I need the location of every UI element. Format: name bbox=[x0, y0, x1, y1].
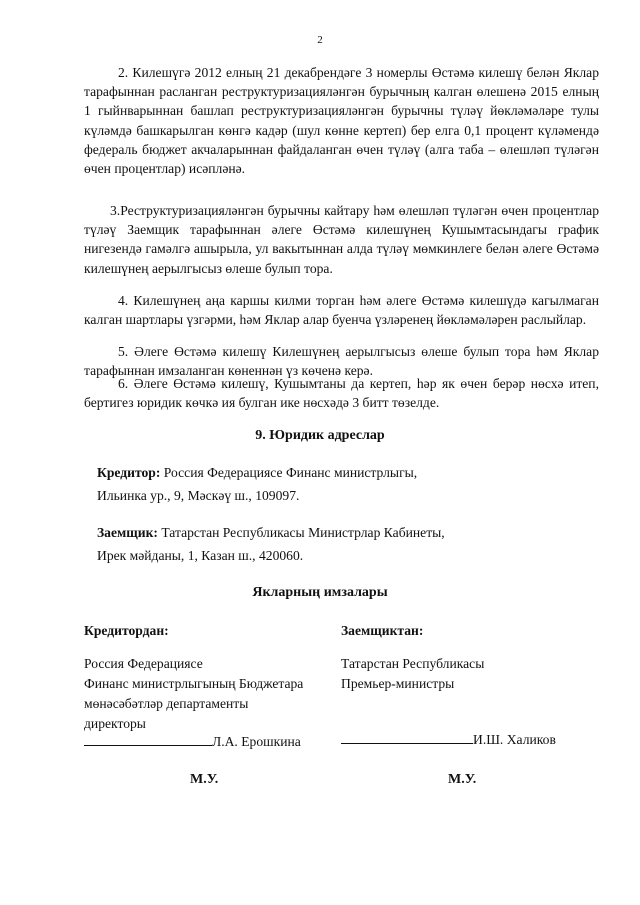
borrower-signature-header: Заемщиктан: bbox=[341, 623, 424, 638]
borrower-org-line2: Премьер-министры bbox=[341, 676, 455, 691]
signatures-heading: Якларның имзалары bbox=[252, 585, 388, 600]
paragraph-3: 3.Реструктуризацияләнгән бурычны кайтару һәм өлешләп түләгән өчен процентлар түләү Заемщик тарафыннан әлеге Өстәмә килешүнең Кушымтасындагы график нигезендә гамәлгә ашырыла, ул вакытыннан алда түләү мөмкинлеге белән әлеге Өстәмә килешүнең аерылгысыз өлеше булып тора. bbox=[84, 203, 599, 276]
borrower-address bbox=[97, 521, 557, 567]
paragraph-5: 5. Әлеге Өстәмә килешү Килешүнең аерылгысыз өлеше булып тора һәм Яклар тарафыннан имзаланган көненнән үз көченә керә. bbox=[84, 344, 599, 379]
borrower-label: Заемщик: bbox=[97, 525, 158, 540]
creditor-signature-block bbox=[84, 621, 324, 734]
creditor-street: Ильинка ур., 9, Мәскәү ш., 109097. bbox=[97, 488, 300, 503]
creditor-org-line3: мөнәсәбәтләр департаменты bbox=[84, 696, 249, 711]
borrower-signature-blank bbox=[341, 731, 473, 744]
creditor-address bbox=[97, 461, 557, 507]
paragraph-6: 6. Әлеге Өстәмә килешү, Кушымтаны да кертеп, һәр як өчен берәр нөсхә итеп, бертигез юридик көчкә ия булган ике нөсхәдә 3 битт төзелде. bbox=[84, 376, 599, 411]
creditor-signature-blank bbox=[84, 733, 212, 746]
borrower-street: Ирек мәйданы, 1, Казан ш., 420060. bbox=[97, 548, 304, 563]
creditor-seal-mark: М.У. bbox=[190, 772, 219, 787]
creditor-name: Россия Федерациясе Финанс министрлыгы, bbox=[163, 465, 418, 480]
creditor-org-line4: директоры bbox=[84, 716, 146, 731]
borrower-signature-line bbox=[341, 731, 556, 748]
borrower-org-line1: Татарстан Республикасы bbox=[341, 656, 485, 671]
borrower-seal-mark: М.У. bbox=[448, 772, 477, 787]
paragraph-4: 4. Килешүнең аңа каршы килми торган һәм әлеге Өстәмә килешүдә кагылмаган калган шартлары үзгәрми, һәм Яклар алар буенча үзләренең йөкләмәләрен раслыйлар. bbox=[84, 293, 599, 328]
creditor-org-line1: Россия Федерациясе bbox=[84, 656, 203, 671]
creditor-signer-name: Л.А. Ерошкина bbox=[212, 734, 301, 749]
creditor-signature-line bbox=[84, 733, 301, 750]
legal-addresses-heading: 9. Юридик адреслар bbox=[255, 428, 385, 443]
borrower-signer-name: И.Ш. Халиков bbox=[473, 732, 556, 747]
borrower-name: Татарстан Республикасы Министрлар Кабинеты, bbox=[161, 525, 445, 540]
paragraph-2: 2. Килешүгә 2012 елның 21 декабрендәге 3 номерлы Өстәмә килешү белән Яклар тарафыннан расланган реструктуризацияләнгән бурычның калган өлешенә 2015 елның 1 гыйнварыннан башлап реструктуризацияләнгән бурычны түләү йөкләмәләре тулы күләмдә башкарылган көнгә кадәр (шул көнне кертеп) бер елга 0,1 процент күләмендә федераль бюджет акчаларыннан файдаланган өчен түләү (алга таба – өлешләп түләгән өчен процентлар) исәпләнә. bbox=[84, 65, 599, 177]
creditor-label: Кредитор: bbox=[97, 465, 161, 480]
creditor-signature-header: Кредитордан: bbox=[84, 623, 169, 638]
creditor-org-line2: Финанс министрлыгының Бюджетара bbox=[84, 676, 304, 691]
borrower-signature-block bbox=[341, 621, 581, 694]
page-number: 2 bbox=[317, 34, 323, 46]
